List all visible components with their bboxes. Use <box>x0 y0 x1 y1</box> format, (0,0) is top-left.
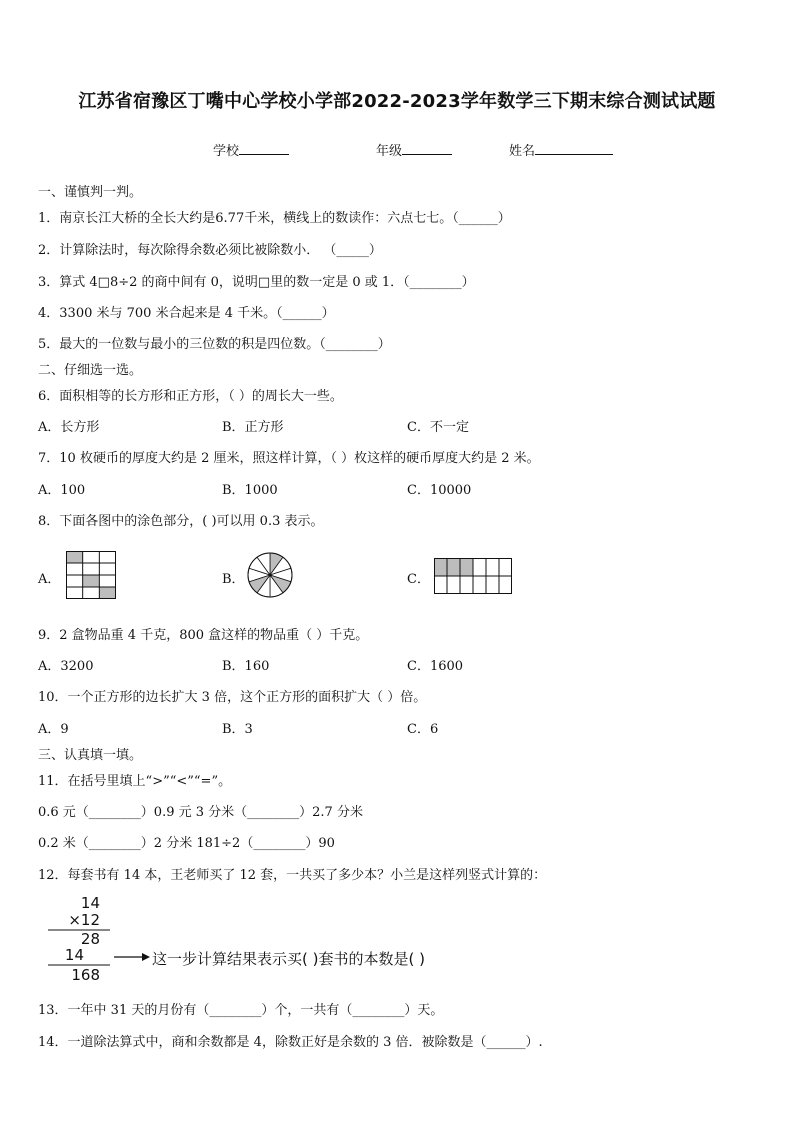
q9-option-c[interactable]: C．1600 <box>407 659 464 674</box>
q8-figure-c-grid <box>434 558 512 594</box>
section-1-heading: 一、谨慎判一判。 <box>38 185 143 200</box>
school-blank[interactable] <box>239 141 289 155</box>
calc-row-4: 14 <box>64 946 84 964</box>
q6-option-c[interactable]: C．不一定 <box>407 420 469 435</box>
section-3-heading: 三、认真填一填。 <box>38 748 143 763</box>
q8-option-b[interactable]: B． <box>222 572 245 587</box>
q9-option-a[interactable]: A．3200 <box>38 659 94 674</box>
question-11: 11．在括号里填上“>”“<”“=”。 <box>38 774 232 789</box>
q7-option-b[interactable]: B．1000 <box>222 483 278 498</box>
name-field[interactable] <box>509 140 613 159</box>
question-4: 4．3300 米与 700 米合起来是 4 千米。（______） <box>38 306 335 321</box>
question-3: 3．算式 4□8÷2 的商中间有 0，说明□里的数一定是 0 或 1．（________） <box>38 275 475 290</box>
question-12: 12．每套书有 14 本，王老师买了 12 套，一共买了多少本？小兰是这样列竖式计算的： <box>38 868 547 883</box>
calc-row-2: ×12 <box>68 911 100 929</box>
question-8: 8．下面各图中的涂色部分，( )可以用 0.3 表示。 <box>38 514 324 529</box>
question-6: 6．面积相等的长方形和正方形，（ ）的周长大一些。 <box>38 389 343 404</box>
q6-option-b[interactable]: B．正方形 <box>222 420 284 435</box>
q7-option-c[interactable]: C．10000 <box>407 483 472 498</box>
grade-field[interactable] <box>376 140 452 159</box>
q8-option-c[interactable]: C． <box>407 572 430 587</box>
calc-row-3: 28 <box>80 930 100 948</box>
question-13: 13．一年中 31 天的月份有（________）个，一共有（________）天。 <box>38 1003 444 1018</box>
question-2: 2．计算除法时，每次除得余数必须比被除数小． （_____） <box>38 243 382 258</box>
q7-option-a[interactable]: A．100 <box>38 483 86 498</box>
question-11-row-1: 0.6 元（________）0.9 元 3 分米（________）2.7 分米 <box>38 805 363 820</box>
q8-figure-a-grid <box>66 551 116 599</box>
question-10: 10．一个正方形的边长扩大 3 倍，这个正方形的面积扩大（ ）倍。 <box>38 690 427 705</box>
q8-figure-b-circle <box>246 551 294 599</box>
q10-option-c[interactable]: C．6 <box>407 722 439 737</box>
school-field[interactable] <box>213 140 289 159</box>
question-11-row-2: 0.2 米（________）2 分米 181÷2（________）90 <box>38 836 335 851</box>
name-label: 姓名 <box>509 144 536 159</box>
question-9: 9．2 盒物品重 4 千克，800 盒这样的物品重（ ）千克。 <box>38 628 369 643</box>
calc-row-1: 14 <box>80 894 100 912</box>
q12-calculation-note: 这一步计算结果表示买( )套书的本数是( ) <box>152 950 425 968</box>
q10-option-a[interactable]: A．9 <box>38 722 69 737</box>
question-14: 14．一道除法算式中，商和余数都是 4，除数正好是余数的 3 倍．被除数是（______）. <box>38 1035 543 1050</box>
question-7: 7．10 枚硬币的厚度大约是 2 厘米，照这样计算，（ ）枚这样的硬币厚度大约是 2 米。 <box>38 451 540 466</box>
q9-option-b[interactable]: B．160 <box>222 659 270 674</box>
q8-option-a[interactable]: A． <box>38 572 61 587</box>
grade-blank[interactable] <box>402 141 452 155</box>
calc-row-5: 168 <box>71 966 100 984</box>
school-label: 学校 <box>213 144 240 159</box>
question-5: 5．最大的一位数与最小的三位数的积是四位数。（________） <box>38 337 391 352</box>
section-2-heading: 二、仔细选一选。 <box>38 363 143 378</box>
grade-label: 年级 <box>376 144 403 159</box>
question-1: 1．南京长江大桥的全长大约是6.77千米，横线上的数读作：六点七七。（______） <box>38 211 511 226</box>
q6-option-a[interactable]: A．长方形 <box>38 420 100 435</box>
page-title: 江苏省宿豫区丁嘴中心学校小学部2022-2023学年数学三下期末综合测试试题 <box>78 91 716 112</box>
q12-vertical-calculation <box>44 893 116 985</box>
name-blank[interactable] <box>535 141 613 155</box>
arrow-icon <box>114 951 150 963</box>
q10-option-b[interactable]: B．3 <box>222 722 253 737</box>
